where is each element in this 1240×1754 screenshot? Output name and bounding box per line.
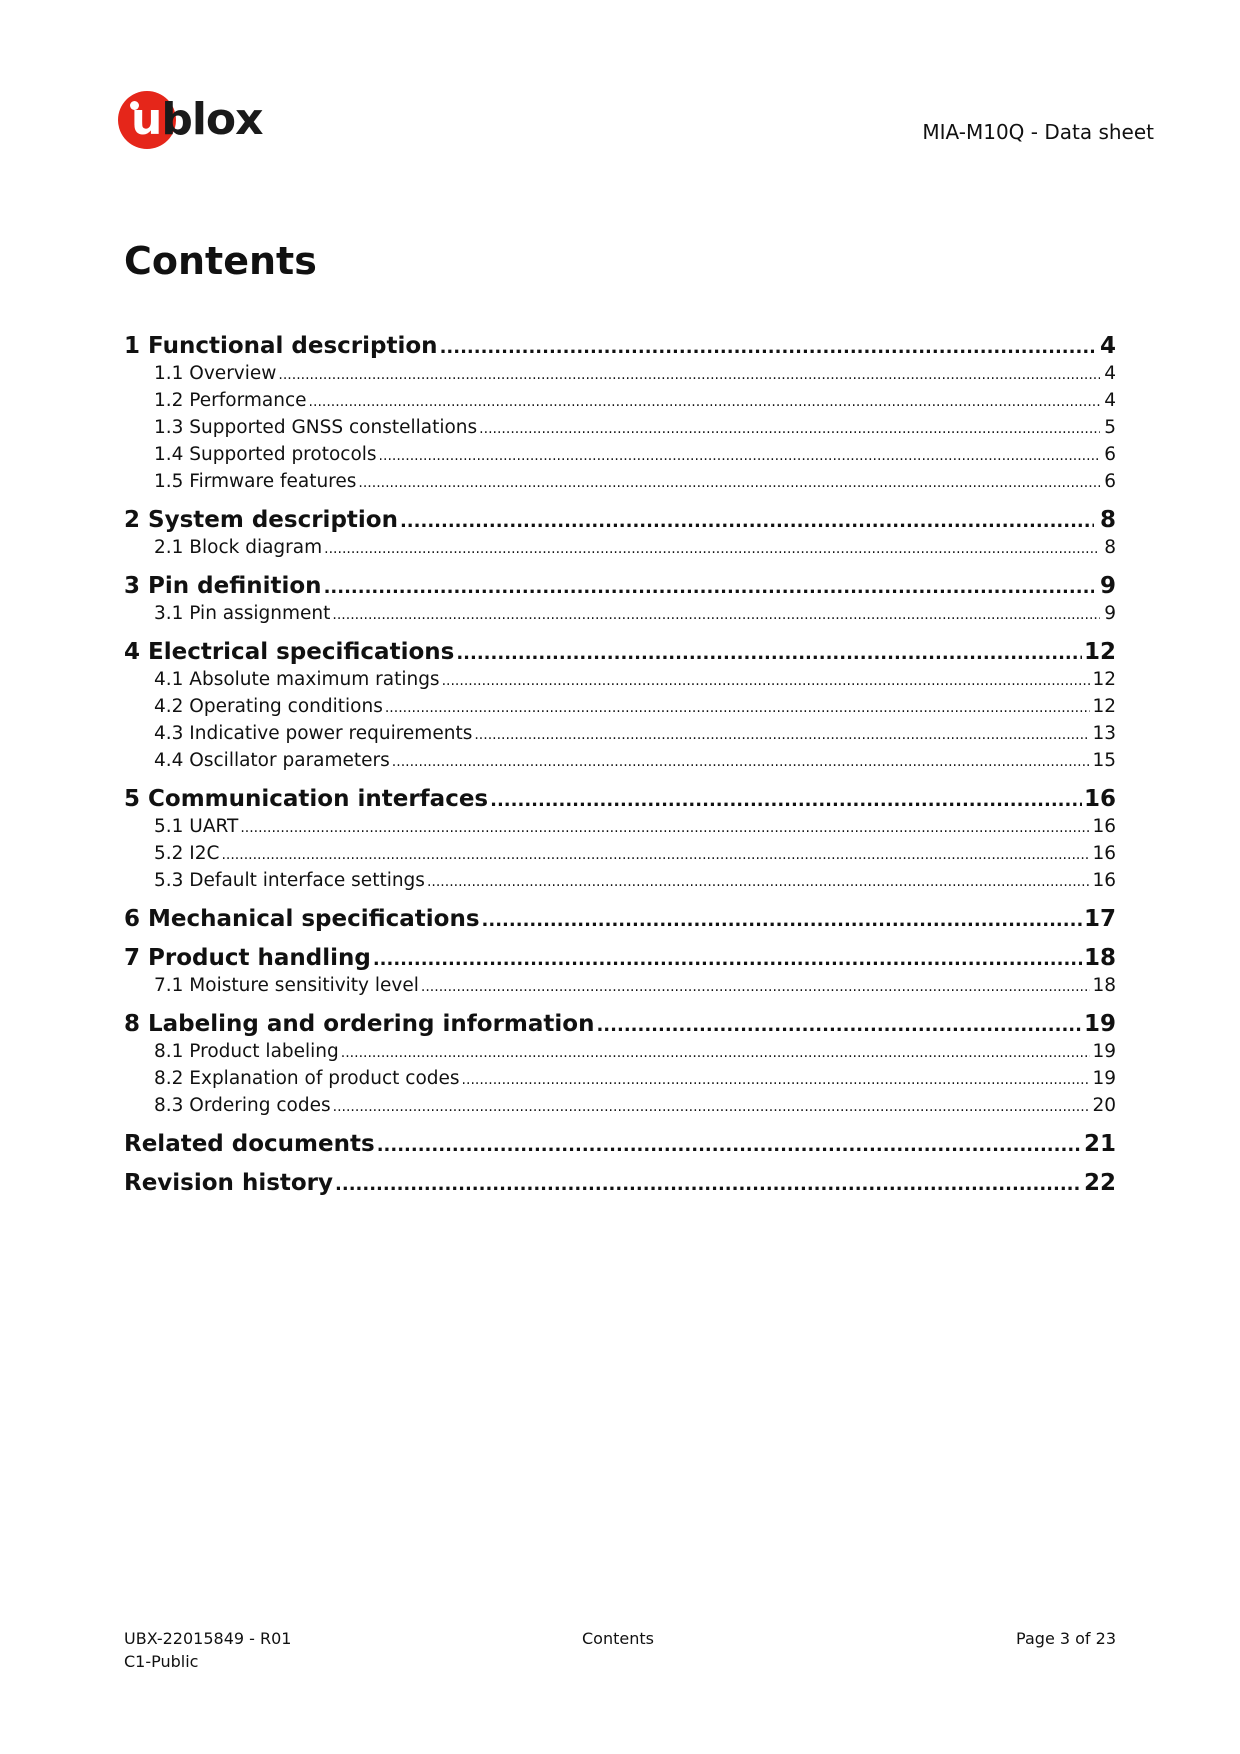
toc-dot-leader [333, 1094, 1091, 1121]
toc-entry-title: 1.1 Overview [154, 363, 277, 384]
toc-entry-title: 3 Pin definition [124, 573, 322, 599]
toc-section-entry[interactable] [124, 840, 1116, 867]
footer-left [124, 1627, 291, 1673]
toc-page-number: 16 [1083, 786, 1116, 812]
toc-entry-title: 6 Mechanical specifications [124, 906, 480, 932]
toc-entry-title: 5.2 I2C [154, 843, 220, 864]
toc-dot-leader [440, 334, 1094, 362]
toc-page-number: 13 [1092, 723, 1116, 744]
toc-dot-leader [392, 749, 1091, 776]
toc-entry-title: 8.1 Product labeling [154, 1041, 339, 1062]
footer-doc-number: UBX-22015849 - R01 [124, 1629, 292, 1648]
toc-page-number: 12 [1092, 696, 1116, 717]
toc-page-number: 4 [1099, 333, 1116, 359]
toc-dot-leader [358, 470, 1100, 497]
logo-u-letter: u [131, 94, 162, 145]
toc-page-number: 16 [1092, 870, 1116, 891]
toc-chapter-entry[interactable] [124, 944, 1116, 972]
toc-page-number: 18 [1092, 975, 1116, 996]
toc-page-number: 17 [1083, 906, 1116, 932]
toc-chapter-entry[interactable] [124, 905, 1116, 933]
toc-page-number: 9 [1104, 603, 1116, 624]
toc-page-number: 8 [1104, 537, 1116, 558]
toc-entry-title: 1.3 Supported GNSS constellations [154, 417, 478, 438]
toc-page-number: 8 [1099, 507, 1116, 533]
toc-entry-title: Revision history [124, 1170, 334, 1196]
toc-page-number: 19 [1092, 1068, 1116, 1089]
toc-entry-title: 1.4 Supported protocols [154, 444, 377, 465]
toc-dot-leader [462, 1067, 1091, 1094]
toc-page-number: 22 [1083, 1170, 1116, 1196]
toc-page-number: 16 [1092, 816, 1116, 837]
toc-entry-title: Related documents [124, 1131, 375, 1157]
toc-section-entry[interactable] [124, 972, 1116, 999]
toc-section-entry[interactable] [124, 1092, 1116, 1119]
toc-page-number: 9 [1099, 573, 1116, 599]
toc-section-entry[interactable] [124, 468, 1116, 495]
toc-dot-leader [240, 815, 1090, 842]
toc-page-number: 12 [1083, 639, 1116, 665]
toc-entry-title: 4.4 Oscillator parameters [154, 750, 390, 771]
toc-dot-leader [479, 416, 1100, 443]
toc-section-entry[interactable] [124, 441, 1116, 468]
toc-chapter-entry[interactable] [124, 572, 1116, 600]
toc-dot-leader [341, 1040, 1091, 1067]
toc-dot-leader [490, 787, 1082, 815]
toc-page-number: 5 [1104, 417, 1116, 438]
toc-section-entry[interactable] [124, 360, 1116, 387]
toc-chapter-entry[interactable] [124, 506, 1116, 534]
toc-section-entry[interactable] [124, 666, 1116, 693]
toc-dot-leader [335, 1171, 1082, 1199]
toc-dot-leader [482, 907, 1082, 935]
toc-dot-leader [427, 869, 1091, 896]
toc-section-entry[interactable] [124, 747, 1116, 774]
toc-dot-leader [324, 574, 1094, 602]
document-title: MIA-M10Q - Data sheet [922, 120, 1154, 144]
toc-entry-title: 4.2 Operating conditions [154, 696, 383, 717]
table-of-contents [124, 332, 1116, 1197]
toc-dot-leader [332, 602, 1100, 629]
toc-section-entry[interactable] [124, 1038, 1116, 1065]
footer-page-number: Page 3 of 23 [1016, 1629, 1116, 1648]
toc-chapter-entry[interactable] [124, 638, 1116, 666]
toc-entry-title: 8 Labeling and ordering information [124, 1011, 595, 1037]
toc-section-entry[interactable] [124, 1065, 1116, 1092]
toc-section-entry[interactable] [124, 387, 1116, 414]
toc-entry-title: 7 Product handling [124, 945, 371, 971]
toc-section-entry[interactable] [124, 600, 1116, 627]
toc-page-number: 6 [1104, 471, 1116, 492]
toc-entry-title: 8.2 Explanation of product codes [154, 1068, 460, 1089]
toc-page-number: 16 [1092, 843, 1116, 864]
toc-entry-title: 1.5 Firmware features [154, 471, 357, 492]
toc-dot-leader [324, 536, 1100, 563]
toc-entry-title: 1.2 Performance [154, 390, 307, 411]
toc-dot-leader [442, 668, 1091, 695]
toc-entry-title: 4.3 Indicative power requirements [154, 723, 473, 744]
toc-dot-leader [379, 443, 1100, 470]
toc-section-entry[interactable] [124, 813, 1116, 840]
toc-section-entry[interactable] [124, 693, 1116, 720]
toc-page-number: 19 [1083, 1011, 1116, 1037]
toc-entry-title: 5.1 UART [154, 816, 239, 837]
toc-section-entry[interactable] [124, 720, 1116, 747]
toc-entry-title: 4 Electrical specifications [124, 639, 455, 665]
toc-entry-title: 2.1 Block diagram [154, 537, 323, 558]
toc-entry-title: 3.1 Pin assignment [154, 603, 331, 624]
toc-dot-leader [385, 695, 1091, 722]
toc-dot-leader [373, 946, 1082, 974]
footer-section: Contents [582, 1629, 654, 1648]
logo-blox-letters: blox [161, 94, 263, 145]
toc-dot-leader [221, 842, 1090, 869]
toc-entry-title: 7.1 Moisture sensitivity level [154, 975, 419, 996]
toc-section-entry[interactable] [124, 414, 1116, 441]
toc-dot-leader [456, 640, 1082, 668]
toc-entry-title: 5.3 Default interface settings [154, 870, 425, 891]
toc-dot-leader [377, 1132, 1082, 1160]
toc-dot-leader [474, 722, 1090, 749]
toc-entry-title: 4.1 Absolute maximum ratings [154, 669, 440, 690]
toc-page-number: 6 [1104, 444, 1116, 465]
toc-chapter-entry[interactable] [124, 332, 1116, 360]
toc-page-number: 12 [1092, 669, 1116, 690]
toc-page-number: 4 [1104, 363, 1116, 384]
toc-chapter-entry[interactable] [124, 785, 1116, 813]
toc-section-entry[interactable] [124, 534, 1116, 561]
toc-page-number: 18 [1083, 945, 1116, 971]
toc-chapter-entry[interactable] [124, 1130, 1116, 1158]
logo-wordmark [131, 88, 308, 152]
ublox-logo [118, 88, 298, 152]
footer-classification: C1-Public [124, 1652, 199, 1671]
toc-page-number: 19 [1092, 1041, 1116, 1062]
toc-dot-leader [278, 362, 1100, 389]
toc-page-number: 21 [1083, 1131, 1116, 1157]
toc-page-number: 15 [1092, 750, 1116, 771]
toc-dot-leader [400, 508, 1094, 536]
toc-entry-title: 1 Functional description [124, 333, 438, 359]
toc-entry-title: 2 System description [124, 507, 398, 533]
contents-heading: Contents [124, 239, 317, 283]
toc-entry-title: 5 Communication interfaces [124, 786, 489, 812]
toc-dot-leader [596, 1012, 1082, 1040]
toc-dot-leader [421, 974, 1091, 1001]
toc-page-number: 4 [1104, 390, 1116, 411]
toc-page-number: 20 [1092, 1095, 1116, 1116]
toc-entry-title: 8.3 Ordering codes [154, 1095, 331, 1116]
toc-dot-leader [309, 389, 1100, 416]
toc-section-entry[interactable] [124, 867, 1116, 894]
toc-chapter-entry[interactable] [124, 1169, 1116, 1197]
toc-chapter-entry[interactable] [124, 1010, 1116, 1038]
